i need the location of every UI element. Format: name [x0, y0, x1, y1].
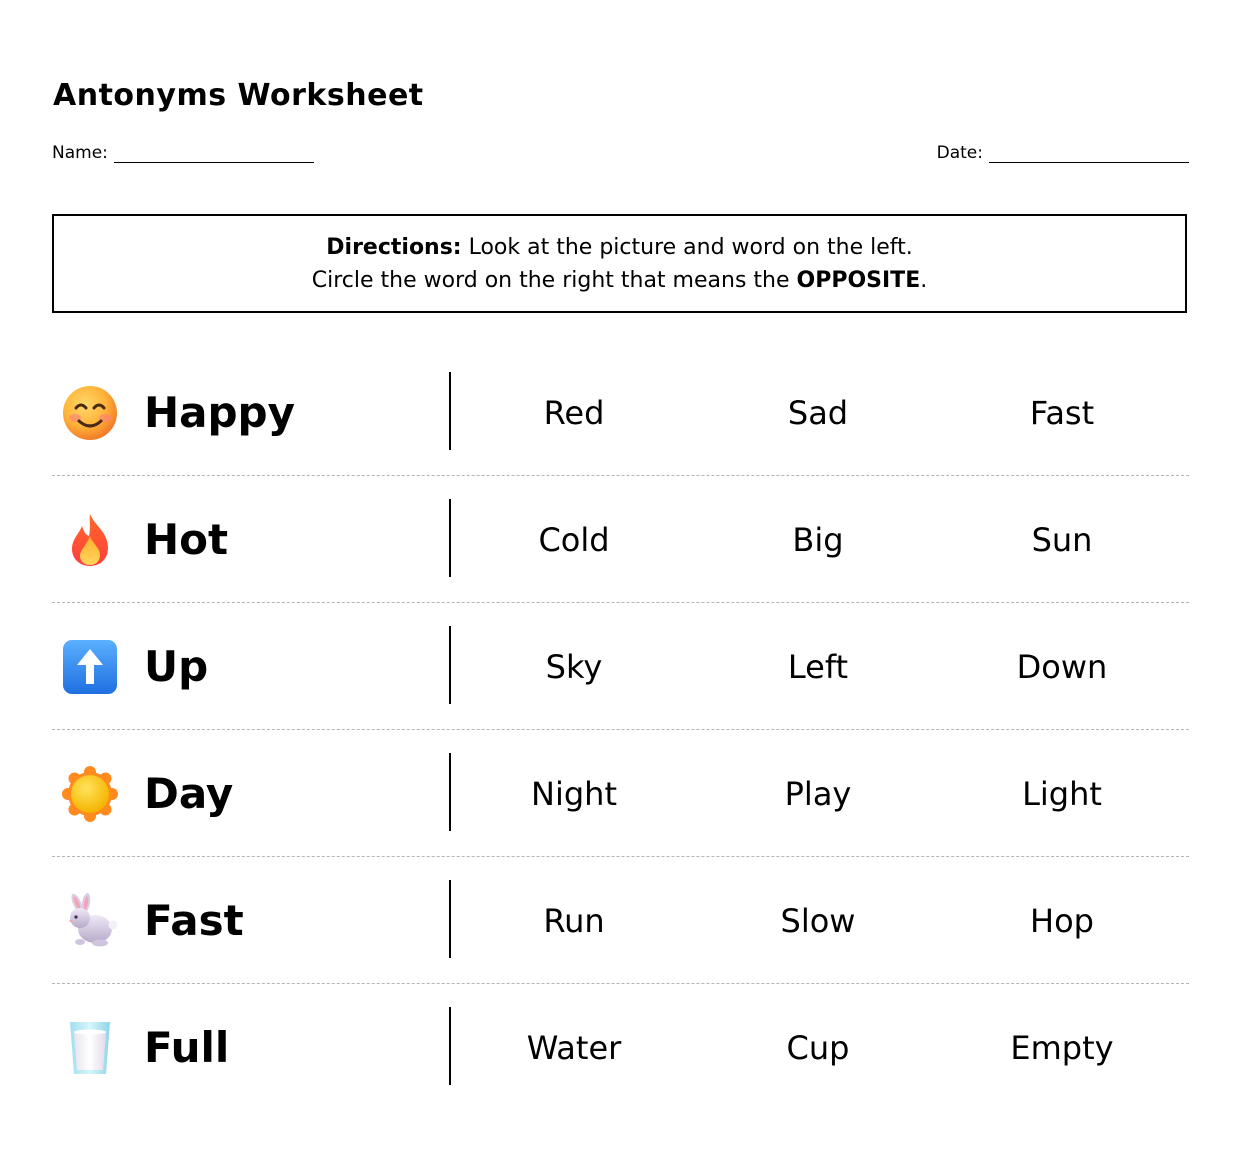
choice-option[interactable]: Water	[526, 1029, 622, 1067]
question-row	[52, 476, 1189, 603]
question-row	[52, 730, 1189, 857]
choice-option[interactable]: Night	[531, 775, 617, 813]
directions-text-1: Look at the picture and word on the left.	[461, 234, 913, 260]
choice-option[interactable]: Red	[543, 394, 605, 432]
choice-option[interactable]: Down	[1016, 648, 1108, 686]
date-label: Date:	[936, 143, 983, 163]
question-row	[52, 349, 1189, 476]
choice-option[interactable]: Cup	[786, 1029, 850, 1067]
choice-option[interactable]: Empty	[1010, 1029, 1114, 1067]
smiling-face-icon	[62, 385, 118, 441]
choice-option[interactable]: Sun	[1031, 521, 1093, 559]
choice-option[interactable]: Play	[784, 775, 852, 813]
sun-icon	[62, 766, 118, 822]
choice-option[interactable]: Light	[1022, 775, 1102, 813]
directions-box	[52, 214, 1187, 313]
choice-option[interactable]: Sad	[787, 394, 849, 432]
choice-option[interactable]: Sky	[545, 648, 603, 686]
choice-option[interactable]: Hop	[1030, 902, 1094, 940]
question-list	[52, 349, 1189, 1111]
directions-line-1	[326, 231, 912, 264]
choice-option[interactable]: Slow	[780, 902, 856, 940]
choice-option[interactable]: Fast	[1029, 394, 1095, 432]
fire-icon	[62, 512, 118, 568]
question-row	[52, 603, 1189, 730]
date-field	[937, 143, 1189, 163]
directions-text-3: .	[920, 267, 928, 293]
row-divider	[449, 499, 451, 577]
question-row	[52, 984, 1189, 1111]
row-divider	[449, 626, 451, 704]
directions-lead: Directions:	[326, 234, 462, 260]
rabbit-icon	[62, 893, 118, 949]
choice-option[interactable]: Big	[792, 521, 844, 559]
name-field	[52, 143, 314, 163]
date-line[interactable]	[989, 148, 1189, 163]
choice-option[interactable]: Cold	[538, 521, 610, 559]
row-divider	[449, 880, 451, 958]
row-divider	[449, 753, 451, 831]
row-divider	[449, 1007, 451, 1085]
prompt-word: Day	[144, 769, 234, 818]
prompt-word: Up	[144, 642, 209, 691]
glass-of-milk-icon	[62, 1020, 118, 1076]
up-arrow-icon	[62, 639, 118, 695]
name-label: Name:	[52, 143, 108, 163]
question-row	[52, 857, 1189, 984]
choice-option[interactable]: Run	[543, 902, 605, 940]
name-line[interactable]	[114, 148, 314, 163]
prompt-word: Fast	[144, 896, 244, 945]
directions-line-2	[312, 264, 927, 297]
directions-emphasis: OPPOSITE	[796, 267, 921, 293]
prompt-word: Happy	[144, 388, 295, 437]
prompt-word: Hot	[144, 515, 229, 564]
page-title: Antonyms Worksheet	[53, 78, 424, 113]
prompt-word: Full	[144, 1023, 230, 1072]
choice-option[interactable]: Left	[787, 648, 849, 686]
directions-text-2: Circle the word on the right that means the	[311, 267, 797, 293]
row-divider	[449, 372, 451, 450]
